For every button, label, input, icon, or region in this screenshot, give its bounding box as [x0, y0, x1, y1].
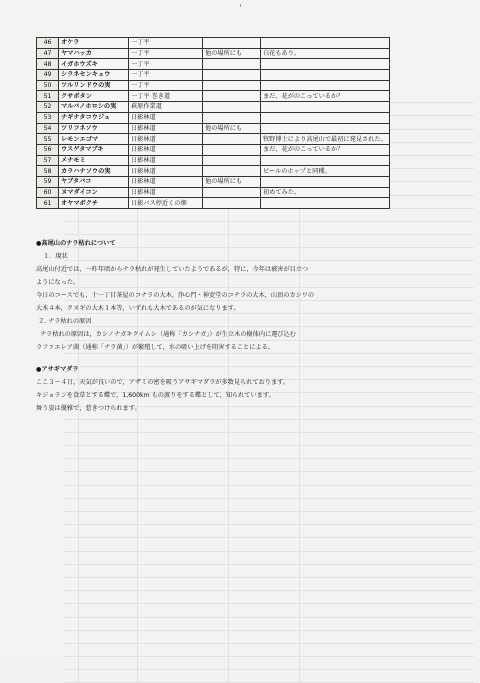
cell-place: 日影林道 [129, 176, 203, 187]
cell-note [261, 38, 390, 49]
cell-note [261, 198, 390, 209]
bleed-row [64, 644, 474, 657]
plant-table [36, 37, 390, 209]
cell-note [261, 123, 390, 134]
asagimadara-line2: キジョランを食草とする蝶で，1,600km もの渡りをする蝶として，知られています。 [36, 392, 275, 399]
bleed-row [64, 538, 474, 551]
bleed-row [64, 433, 474, 446]
cell-place: 一丁平 [129, 38, 203, 49]
cell-name: ナギナタコウジュ [59, 112, 129, 123]
cell-no: 57 [37, 155, 59, 166]
cell-no: 50 [37, 80, 59, 91]
bleed-row [64, 618, 474, 631]
cell-place: 一丁平 [129, 48, 203, 59]
cell-note [261, 155, 390, 166]
bleed-row [64, 591, 474, 604]
cell-place: 萩原作業道 [129, 102, 203, 113]
table-row [37, 198, 390, 209]
table-row [37, 38, 390, 49]
cell-name: オヤマボクチ [59, 198, 129, 209]
bleed-row [64, 657, 474, 670]
cell-name: カラハナソウの実 [59, 166, 129, 177]
cell-place: 日影林道 [129, 112, 203, 123]
cell-note [261, 112, 390, 123]
cell-no: 47 [37, 48, 59, 59]
cell-other [203, 80, 261, 91]
bleed-row [64, 499, 474, 512]
table-row [37, 123, 390, 134]
naragare-sub2: ２. ナラ枯れの原因 [38, 318, 92, 325]
cell-place: 日影林道 [129, 123, 203, 134]
cell-no: 53 [37, 112, 59, 123]
bleed-row [64, 248, 474, 261]
cell-other [203, 144, 261, 155]
naragare-p2-line2: ラファエレア菌（通称「ナラ菌」）が繁殖して，水の吸い上げを阻害することによる。 [36, 344, 274, 351]
table-row [37, 102, 390, 113]
bleed-row [64, 275, 474, 288]
cell-other [203, 91, 261, 102]
cell-name: ツリフネソウ [59, 123, 129, 134]
cell-name: レモンエゴマ [59, 134, 129, 145]
bleed-row [64, 222, 474, 235]
bleed-row [64, 604, 474, 617]
naragare-p1-line3: 今日のコースでも，十一丁目茶屋のコナラの大木，浄心門・神変堂のコナラの大木，山頂のカシワの [36, 292, 315, 299]
cell-note: 白花もあり。 [261, 48, 390, 59]
cell-no: 52 [37, 102, 59, 113]
bleed-row [64, 420, 474, 433]
cell-note: 初めてみた。 [261, 187, 390, 198]
naragare-p1-line4: 大木４本，クヌギの大木１本等，いずれも大木であるのが気になります。 [36, 305, 240, 312]
bleed-row [64, 354, 474, 367]
table-row [37, 155, 390, 166]
cell-other [203, 59, 261, 70]
cell-other [203, 112, 261, 123]
cell-note: ビールのホップと同種。 [261, 166, 390, 177]
bleed-row [64, 446, 474, 459]
cell-name: メナモミ [59, 155, 129, 166]
bleed-row [64, 525, 474, 538]
cell-place: 日影林道 [129, 155, 203, 166]
bleed-row [64, 578, 474, 591]
table-row [37, 144, 390, 155]
asagimadara-line3: 舞う姿は優雅で，惹きつけられます。 [36, 405, 141, 412]
cell-other [203, 166, 261, 177]
table-row [37, 166, 390, 177]
cell-place: 一丁平 [129, 70, 203, 81]
cell-note [261, 80, 390, 91]
cell-name: ヤマハッカ [59, 48, 129, 59]
table-row [37, 187, 390, 198]
cell-name: ウスゲタマブキ [59, 144, 129, 155]
cell-name: オケラ [59, 38, 129, 49]
cell-place: 日影林道 [129, 166, 203, 177]
cell-other [203, 70, 261, 81]
cell-other [203, 187, 261, 198]
cell-other [203, 155, 261, 166]
cell-note: まだ、花がのこっているか？ [261, 144, 390, 155]
cell-no: 56 [37, 144, 59, 155]
cell-place: 一丁平 巻き道 [129, 91, 203, 102]
table-row [37, 70, 390, 81]
cell-other: 他の場所にも [203, 176, 261, 187]
asagimadara-line1: ここ３～４日，天気が良いので，アザミの密を吸うアサギマダラが多数見られております。 [36, 379, 290, 386]
asagimadara-heading: ●アサギマダラ [36, 366, 79, 373]
bleed-row [64, 565, 474, 578]
cell-place: 一丁平 [129, 59, 203, 70]
cell-other [203, 38, 261, 49]
cell-place: 一丁平 [129, 80, 203, 91]
table-row [37, 59, 390, 70]
cell-name: クサボタン [59, 91, 129, 102]
cell-other [203, 134, 261, 145]
cell-no: 58 [37, 166, 59, 177]
bleed-row [64, 459, 474, 472]
table-row [37, 48, 390, 59]
naragare-heading: ●高尾山のナラ枯れについて [36, 240, 116, 247]
bleed-row [64, 552, 474, 565]
cell-no: 60 [37, 187, 59, 198]
cell-note: 牧野博士により高尾山で最初に発見された。 [261, 134, 390, 145]
bleed-row [64, 314, 474, 327]
cell-note [261, 59, 390, 70]
bleed-row [64, 631, 474, 644]
table-row [37, 176, 390, 187]
cell-no: 59 [37, 176, 59, 187]
cell-name: イガホウズキ [59, 59, 129, 70]
bleed-row [64, 209, 474, 222]
naragare-p1-line2: ようになった。 [36, 279, 80, 286]
cell-name: ヌマダイコン [59, 187, 129, 198]
scan-mark [240, 4, 241, 7]
cell-no: 46 [37, 38, 59, 49]
cell-note [261, 102, 390, 113]
cell-other: 他の場所にも [203, 48, 261, 59]
table-row [37, 91, 390, 102]
cell-no: 55 [37, 134, 59, 145]
bleed-row [64, 486, 474, 499]
table-row [37, 80, 390, 91]
cell-no: 49 [37, 70, 59, 81]
bleed-row [64, 670, 474, 683]
bleed-row [64, 235, 474, 248]
cell-place: 日影林道 [129, 187, 203, 198]
naragare-p1-line1: 高尾山付近では，一昨年頃からナラ枯れが発生していたようであるが，特に，今年は被害が目立つ [36, 266, 309, 273]
cell-name: シラネセンキュウ [59, 70, 129, 81]
cell-place: 日影バス停近くの畑 [129, 198, 203, 209]
cell-no: 51 [37, 91, 59, 102]
cell-other: 他の場所にも [203, 123, 261, 134]
table-row [37, 134, 390, 145]
cell-note [261, 70, 390, 81]
cell-name: ヤブタバコ [59, 176, 129, 187]
naragare-p2-line1: ナラ枯れの原因は，カシノナガキクイムシ（通称「カシナガ」）が生立木の樹体内に運び込む [40, 331, 296, 338]
cell-no: 61 [37, 198, 59, 209]
cell-no: 48 [37, 59, 59, 70]
bleed-row [64, 512, 474, 525]
cell-other [203, 198, 261, 209]
cell-place: 日影林道 [129, 134, 203, 145]
bleed-row [64, 472, 474, 485]
naragare-sub1: １．現状 [43, 253, 68, 260]
table-row [37, 112, 390, 123]
cell-note: まだ、花がのこっているか？ [261, 91, 390, 102]
cell-other [203, 102, 261, 113]
cell-name: ツルリンドウの実 [59, 80, 129, 91]
cell-name: マルバノホロシの実 [59, 102, 129, 113]
cell-note [261, 176, 390, 187]
cell-place: 日影林道 [129, 144, 203, 155]
cell-no: 54 [37, 123, 59, 134]
